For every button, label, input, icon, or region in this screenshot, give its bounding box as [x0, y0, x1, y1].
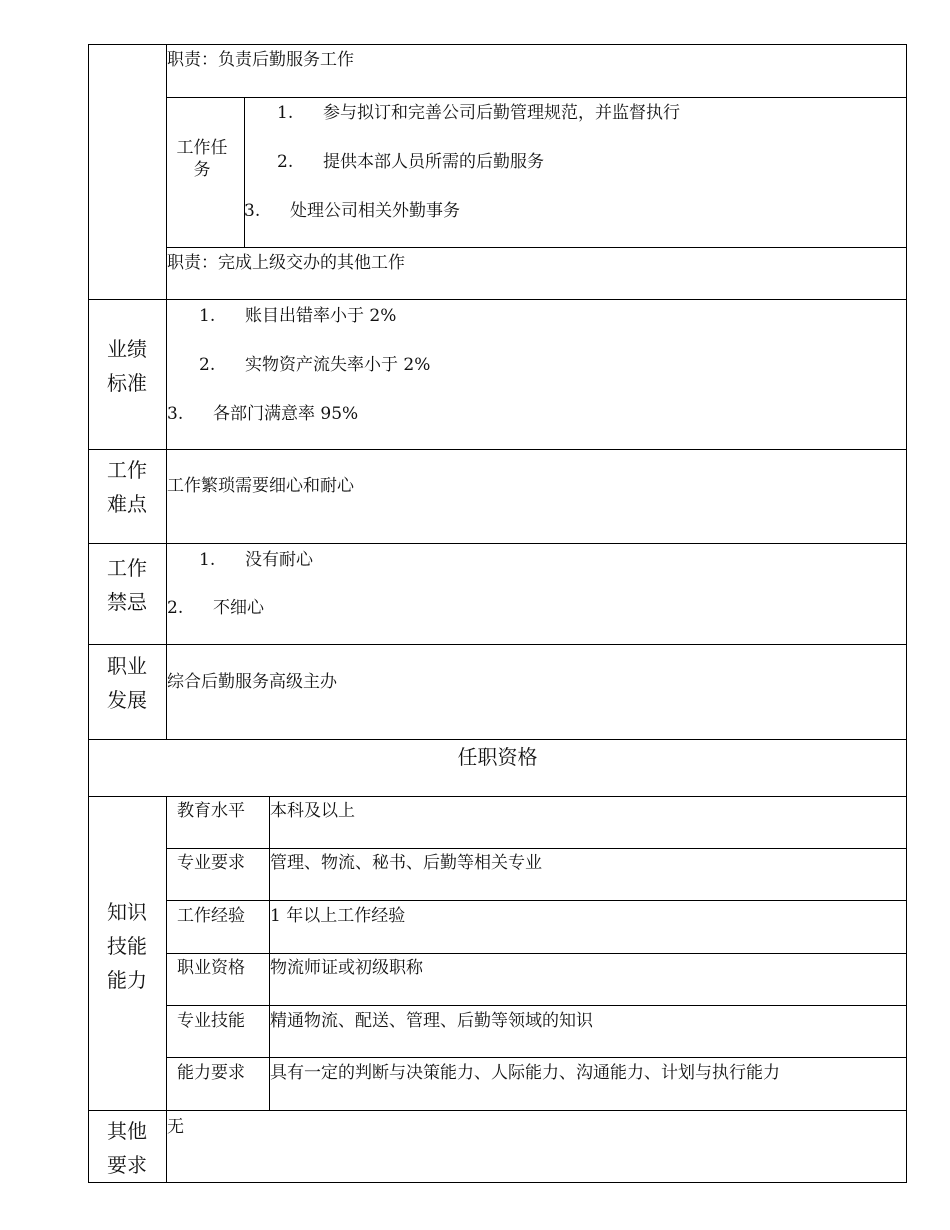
- performance-item-1: 1. 账目出错率小于 2%: [199, 306, 397, 326]
- qualification-value: 本科及以上: [270, 801, 355, 821]
- qualification-key: 职业资格: [177, 958, 245, 978]
- row-divider: [88, 644, 907, 645]
- row-divider: [166, 1005, 907, 1006]
- qualification-key: 专业技能: [177, 1011, 245, 1031]
- other-label: 其他 要求: [107, 1119, 147, 1177]
- performance-label: 业绩 标准: [107, 337, 147, 395]
- qualification-heading: 任职资格: [457, 745, 538, 769]
- qualification-value: 具有一定的判断与决策能力、人际能力、沟通能力、计划与执行能力: [270, 1063, 780, 1083]
- duty-2-title: 职责：完成上级交办的其他工作: [167, 253, 405, 273]
- qualification-value: 精通物流、配送、管理、后勤等领域的知识: [270, 1011, 593, 1031]
- qualification-key: 教育水平: [177, 801, 245, 821]
- row-divider: [88, 449, 907, 450]
- qualification-key: 专业要求: [177, 853, 245, 873]
- other-text: 无: [167, 1117, 184, 1137]
- qualification-label: 知识 技能 能力: [107, 900, 147, 992]
- qualification-key: 工作经验: [177, 906, 245, 926]
- qualification-value: 物流师证或初级职称: [270, 958, 423, 978]
- row-divider: [88, 739, 907, 740]
- duty-1-title: 职责：负责后勤服务工作: [167, 50, 354, 70]
- taboo-item-1: 1. 没有耐心: [199, 550, 313, 570]
- row-divider: [88, 543, 907, 544]
- row-divider: [88, 796, 907, 797]
- tasks-label-divider: [244, 97, 245, 247]
- performance-item-3: 3. 各部门满意率 95%: [167, 404, 359, 424]
- qualification-value: 管理、物流、秘书、后勤等相关专业: [270, 853, 542, 873]
- label-column-divider: [166, 44, 167, 739]
- difficulty-label: 工作 难点: [107, 458, 147, 516]
- career-label: 职业 发展: [107, 654, 147, 712]
- taboo-item-2: 2. 不细心: [167, 598, 264, 618]
- row-divider: [166, 953, 907, 954]
- task-item-3: 3. 处理公司相关外勤事务: [244, 201, 460, 221]
- tasks-label: 工作任务: [176, 138, 228, 180]
- career-text: 综合后勤服务高级主办: [167, 672, 337, 692]
- row-divider: [166, 848, 907, 849]
- qualification-key: 能力要求: [177, 1063, 245, 1083]
- row-divider: [88, 1110, 907, 1111]
- difficulty-text: 工作繁琐需要细心和耐心: [167, 476, 354, 496]
- qualification-value: 1 年以上工作经验: [270, 906, 406, 926]
- task-item-2: 2. 提供本部人员所需的后勤服务: [277, 152, 544, 172]
- row-divider: [166, 900, 907, 901]
- row-divider: [166, 1057, 907, 1058]
- task-item-1: 1. 参与拟订和完善公司后勤管理规范，并监督执行: [277, 103, 680, 123]
- taboo-label: 工作 禁忌: [107, 556, 147, 614]
- row-divider: [166, 97, 907, 98]
- row-divider: [166, 247, 907, 248]
- performance-item-2: 2. 实物资产流失率小于 2%: [199, 355, 431, 375]
- row-divider: [88, 299, 907, 300]
